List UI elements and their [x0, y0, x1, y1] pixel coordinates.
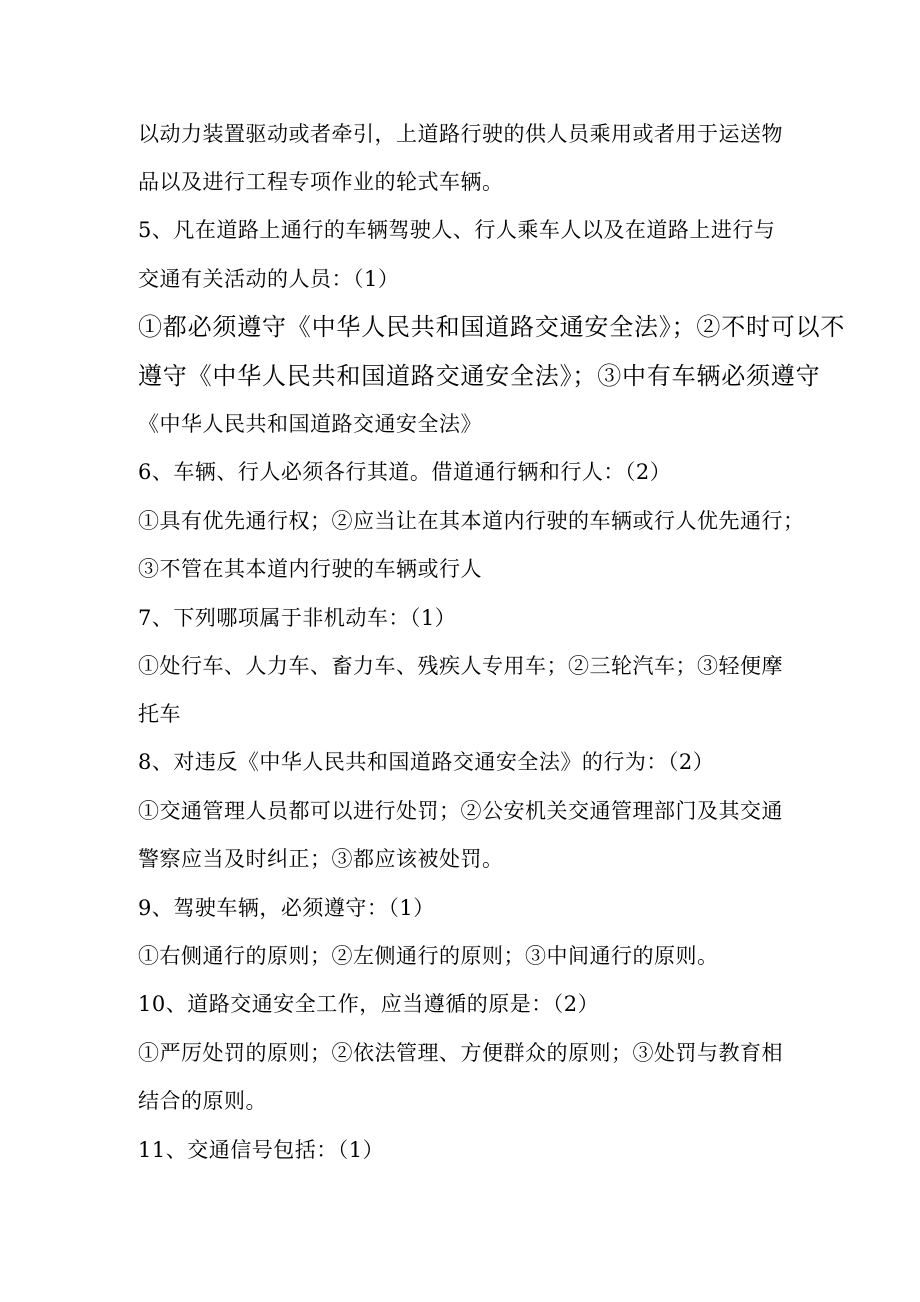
text-line: ①处行车、人力车、畜力车、残疾人专用车；②三轮汽车；③轻便摩 [138, 654, 783, 678]
text-line: 5、凡在道路上通行的车辆驾驶人、行人乘车人以及在道路上进行与 [138, 218, 776, 242]
text-line: 结合的原则。 [138, 1089, 267, 1113]
text-line: 10、道路交通安全工作，应当遵循的原是：（2） [138, 992, 600, 1016]
text-line: 7、下列哪项属于非机动车：（1） [138, 606, 457, 630]
text-line: 11、交通信号包括：（1） [138, 1138, 385, 1162]
text-line: 以动力装置驱动或者牵引，上道路行驶的供人员乘用或者用于运送物 [138, 122, 783, 146]
text-line: ③不管在其本道内行驶的车辆或行人 [138, 557, 482, 581]
text-line: 6、车辆、行人必须各行其道。借道通行辆和行人：（2） [138, 460, 672, 484]
text-line: ①严厉处罚的原则；②依法管理、方便群众的原则；③处罚与教育相 [138, 1041, 783, 1065]
text-line: ①交通管理人员都可以进行处罚；②公安机关交通管理部门及其交通 [138, 799, 783, 823]
text-line: 托车 [138, 702, 181, 726]
text-line: 交通有关活动的人员：（1） [138, 267, 400, 291]
text-line: ①具有优先通行权；②应当让在其本道内行驶的车辆或行人优先通行； [138, 509, 805, 533]
text-line: 《中华人民共和国道路交通安全法》 [138, 412, 482, 436]
text-line: 9、驾驶车辆，必须遵守：（1） [138, 896, 435, 920]
text-line: 品以及进行工程专项作业的轮式车辆。 [138, 170, 504, 194]
text-line: 遵守《中华人民共和国道路交通安全法》；③中有车辆必须遵守 [138, 362, 821, 390]
text-line: ①右侧通行的原则；②左侧通行的原则；③中间通行的原则。 [138, 944, 719, 968]
text-line: 警察应当及时纠正；③都应该被处罚。 [138, 847, 504, 871]
text-line: ①都必须遵守《中华人民共和国道路交通安全法》；②不时可以不 [138, 313, 846, 341]
text-line: 8、对违反《中华人民共和国道路交通安全法》的行为：（2） [138, 750, 715, 774]
